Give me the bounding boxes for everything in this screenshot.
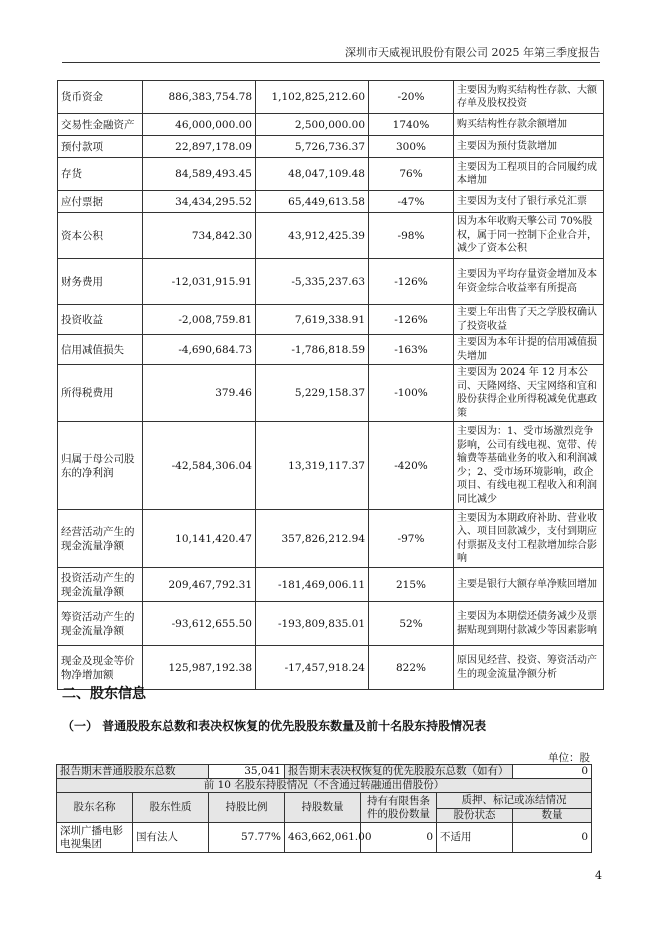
report-header: 深圳市天威视讯股份有限公司 2025 年第三季度报告 bbox=[345, 46, 600, 59]
row-item-name: 货币资金 bbox=[58, 81, 143, 114]
row-change-percent: 822% bbox=[369, 646, 454, 690]
row-item-name: 经营活动产生的现金流量净额 bbox=[58, 510, 143, 568]
row-current-value: 209,467,792.31 bbox=[143, 568, 256, 602]
row-change-reason: 主要因为预付货款增加 bbox=[454, 136, 604, 158]
row-change-reason: 主要因为购买结构性存款、大额存单及股权投资 bbox=[454, 81, 604, 114]
table-row bbox=[58, 259, 604, 305]
row-change-percent: -100% bbox=[369, 365, 454, 422]
row-change-percent: -126% bbox=[369, 305, 454, 335]
table-row bbox=[58, 510, 604, 568]
row-item-name: 预付款项 bbox=[58, 136, 143, 158]
holder-amount: 463,662,061.00 bbox=[285, 823, 361, 853]
row-change-percent: 300% bbox=[369, 136, 454, 158]
row-change-reason: 主要因为：1、受市场激烈竞争影响，公司有线电视、宽带、传输费等基础业务的收入和利润减少；2、受市场环境影响，政企项目、有线电视工程收入和利润同比减少 bbox=[454, 422, 604, 510]
row-item-name: 所得税费用 bbox=[58, 365, 143, 422]
row-item-name: 投资收益 bbox=[58, 305, 143, 335]
row-change-percent: -98% bbox=[369, 213, 454, 259]
row-current-value: 84,589,493.45 bbox=[143, 158, 256, 191]
row-current-value: 10,141,420.47 bbox=[143, 510, 256, 568]
col-header-status: 股份状态 bbox=[437, 809, 513, 823]
row-item-name: 财务费用 bbox=[58, 259, 143, 305]
row-current-value: 734,842.30 bbox=[143, 213, 256, 259]
holder-ratio: 57.77% bbox=[209, 823, 285, 853]
row-previous-value: 65,449,613.58 bbox=[256, 191, 369, 213]
preferred-holders-label: 报告期末表决权恢复的优先股股东总数（如有） bbox=[285, 765, 513, 779]
row-previous-value: 5,726,736.37 bbox=[256, 136, 369, 158]
row-current-value: 886,383,754.78 bbox=[143, 81, 256, 114]
row-current-value: 22,897,178.09 bbox=[143, 136, 256, 158]
col-header-qty: 数量 bbox=[513, 809, 592, 823]
page-number: 4 bbox=[595, 869, 602, 882]
top10-title: 前 10 名股东持股情况（不含通过转融通出借股份） bbox=[57, 779, 592, 793]
row-previous-value: 5,229,158.37 bbox=[256, 365, 369, 422]
row-change-percent: 52% bbox=[369, 602, 454, 646]
table-row bbox=[58, 568, 604, 602]
table-row bbox=[58, 136, 604, 158]
table-row bbox=[58, 114, 604, 136]
preferred-holders-value: 0 bbox=[513, 765, 592, 779]
holder-name: 深圳广播电影电视集团 bbox=[57, 823, 133, 853]
row-current-value: -12,031,915.91 bbox=[143, 259, 256, 305]
row-previous-value: 1,102,825,212.60 bbox=[256, 81, 369, 114]
top10-title-row bbox=[57, 779, 592, 793]
row-item-name: 应付票据 bbox=[58, 191, 143, 213]
row-change-reason: 主要因为本期政府补助、营业收入、项目回款减少，支付到期应付票据及支付工程款增加综合影响 bbox=[454, 510, 604, 568]
row-change-reason: 主要因为工程项目的合同履约成本增加 bbox=[454, 158, 604, 191]
holder-status: 不适用 bbox=[437, 823, 513, 853]
row-change-reason: 主要因为本年计提的信用减值损失增加 bbox=[454, 335, 604, 365]
section-title: 二、股东信息 bbox=[62, 686, 146, 702]
row-previous-value: -17,457,918.24 bbox=[256, 646, 369, 690]
header-row-1 bbox=[57, 793, 592, 809]
row-previous-value: 7,619,338.91 bbox=[256, 305, 369, 335]
row-item-name: 资本公积 bbox=[58, 213, 143, 259]
row-item-name: 存货 bbox=[58, 158, 143, 191]
row-item-name: 交易性金融资产 bbox=[58, 114, 143, 136]
unit-note: 单位：股 bbox=[548, 752, 590, 764]
row-item-name: 信用减值损失 bbox=[58, 335, 143, 365]
row-current-value: -4,690,684.73 bbox=[143, 335, 256, 365]
row-current-value: -2,008,759.81 bbox=[143, 305, 256, 335]
table-row bbox=[58, 335, 604, 365]
table-row bbox=[58, 305, 604, 335]
row-item-name: 现金及现金等价物净增加额 bbox=[58, 646, 143, 690]
col-header-amount: 持股数量 bbox=[285, 793, 361, 823]
row-change-reason: 购买结构性存款余额增加 bbox=[454, 114, 604, 136]
table-row bbox=[58, 191, 604, 213]
col-header-nature: 股东性质 bbox=[133, 793, 209, 823]
table-row bbox=[57, 823, 592, 853]
col-header-ratio: 持股比例 bbox=[209, 793, 285, 823]
holder-qty: 0 bbox=[513, 823, 592, 853]
row-change-reason: 因为本年收购天擎公司 70%股权，属于同一控制下企业合并，减少了资本公积 bbox=[454, 213, 604, 259]
row-change-reason: 原因见经营、投资、筹资活动产生的现金流量净额分析 bbox=[454, 646, 604, 690]
row-current-value: -42,584,306.04 bbox=[143, 422, 256, 510]
table-row bbox=[58, 602, 604, 646]
row-change-reason: 主要因为本期偿还债务减少及票据贴现到期付款减少等因素影响 bbox=[454, 602, 604, 646]
table-row bbox=[58, 158, 604, 191]
row-change-reason: 主要是银行大额存单净赎回增加 bbox=[454, 568, 604, 602]
row-previous-value: -193,809,835.01 bbox=[256, 602, 369, 646]
table-row bbox=[58, 365, 604, 422]
row-item-name: 投资活动产生的现金流量净额 bbox=[58, 568, 143, 602]
row-previous-value: -181,469,006.11 bbox=[256, 568, 369, 602]
row-change-percent: -20% bbox=[369, 81, 454, 114]
table-row bbox=[58, 422, 604, 510]
row-change-percent: 215% bbox=[369, 568, 454, 602]
row-change-reason: 主要因为平均存量资金增加及本年资金综合收益率有所提高 bbox=[454, 259, 604, 305]
row-previous-value: -1,786,818.59 bbox=[256, 335, 369, 365]
row-current-value: 379.46 bbox=[143, 365, 256, 422]
col-header-pledge-group: 质押、标记或冻结情况 bbox=[437, 793, 592, 809]
row-change-percent: -126% bbox=[369, 259, 454, 305]
row-change-percent: 76% bbox=[369, 158, 454, 191]
row-change-reason: 主要因为支付了银行承兑汇票 bbox=[454, 191, 604, 213]
row-change-reason: 主要上年出售了天之学股权确认了投资收益 bbox=[454, 305, 604, 335]
col-header-name: 股东名称 bbox=[57, 793, 133, 823]
total-holders-row bbox=[57, 765, 592, 779]
row-previous-value: 43,912,425.39 bbox=[256, 213, 369, 259]
item-change-table bbox=[57, 80, 604, 690]
row-current-value: 46,000,000.00 bbox=[143, 114, 256, 136]
row-current-value: -93,612,655.50 bbox=[143, 602, 256, 646]
holder-nature: 国有法人 bbox=[133, 823, 209, 853]
shareholder-table bbox=[56, 764, 592, 853]
row-change-percent: -47% bbox=[369, 191, 454, 213]
row-item-name: 筹资活动产生的现金流量净额 bbox=[58, 602, 143, 646]
row-change-percent: -420% bbox=[369, 422, 454, 510]
total-holders-label: 报告期末普通股股东总数 bbox=[57, 765, 209, 779]
col-header-restricted: 持有有限售条件的股份数量 bbox=[361, 793, 437, 823]
row-previous-value: 357,826,212.94 bbox=[256, 510, 369, 568]
table-row bbox=[58, 81, 604, 114]
row-previous-value: -5,335,237.63 bbox=[256, 259, 369, 305]
row-current-value: 34,434,295.52 bbox=[143, 191, 256, 213]
holder-restricted: 0 bbox=[361, 823, 437, 853]
row-previous-value: 2,500,000.00 bbox=[256, 114, 369, 136]
row-previous-value: 48,047,109.48 bbox=[256, 158, 369, 191]
row-change-percent: 1740% bbox=[369, 114, 454, 136]
header-divider bbox=[62, 62, 600, 63]
row-change-percent: -163% bbox=[369, 335, 454, 365]
row-change-percent: -97% bbox=[369, 510, 454, 568]
total-holders-value: 35,041 bbox=[209, 765, 285, 779]
table-row bbox=[58, 213, 604, 259]
row-item-name: 归属于母公司股东的净利润 bbox=[58, 422, 143, 510]
row-previous-value: 13,319,117.37 bbox=[256, 422, 369, 510]
row-change-reason: 主要因为 2024 年 12 月本公司、天隆网络、天宝网络和宜和股份获得企业所得税减免优惠政策 bbox=[454, 365, 604, 422]
row-current-value: 125,987,192.38 bbox=[143, 646, 256, 690]
section-subtitle: （一） 普通股股东总数和表决权恢复的优先股股东数量及前十名股东持股情况表 bbox=[62, 719, 487, 733]
